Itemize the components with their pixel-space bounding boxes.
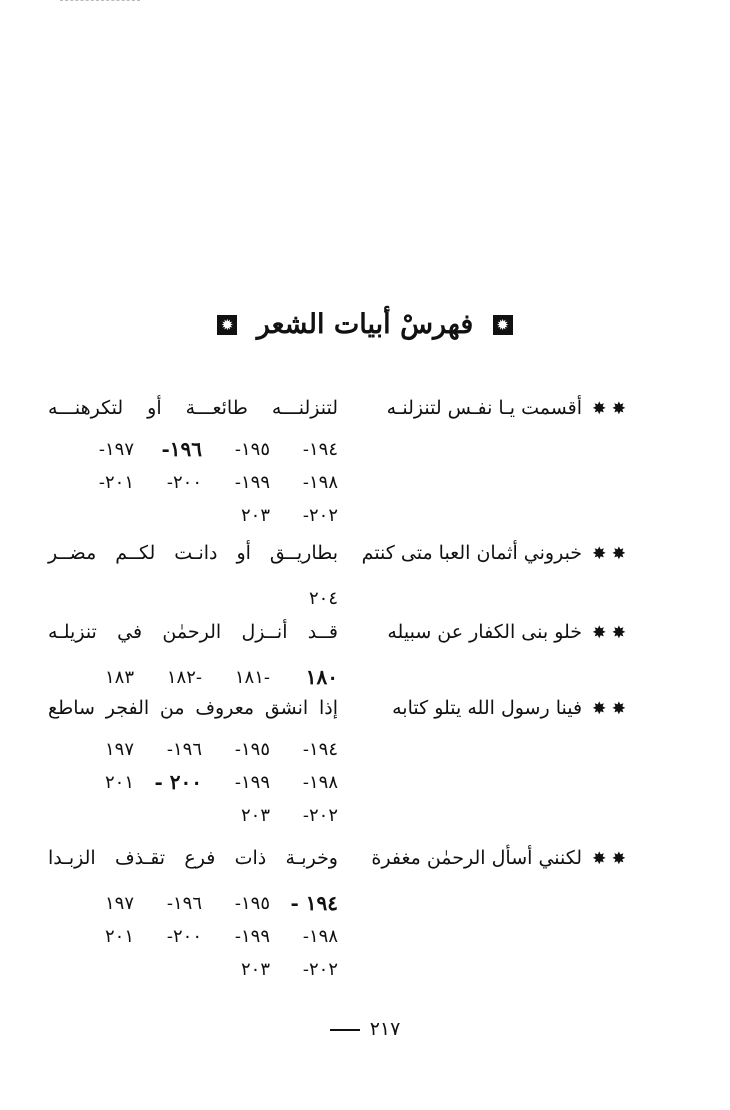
reference-row [48, 582, 338, 615]
first-hemistich-text: خبروني أثمان العبا متى كنتم [361, 542, 583, 564]
page-references [48, 661, 338, 694]
asterisk-icon: ✸ ✸ [592, 399, 626, 419]
reference-row [48, 433, 338, 466]
first-hemistich-text: أقسمت يـا نفـس لتنزلنـه [386, 397, 583, 419]
page-ref: ٢٠٢- [302, 959, 338, 980]
verse-second-hemistich: قــد أنــزل الرحمٰن في تنزيلـه [48, 621, 338, 643]
verse-first-hemistich [336, 693, 626, 724]
page-references [48, 887, 338, 986]
page-ref: ٢٠٣ [240, 959, 270, 980]
page-ref: ٢٠١- [98, 472, 134, 493]
page-ref: ٢٠٤ [308, 588, 338, 609]
page-number: ٢١٧ [369, 1018, 401, 1040]
page-ref: ١٩٨- [302, 772, 338, 793]
page-ref: ١٩٤- [302, 739, 338, 760]
asterisk-icon: ✸ ✸ [592, 849, 626, 869]
page-ref: ٢٠١ [104, 926, 134, 947]
asterisk-icon: ✸ ✸ [592, 699, 626, 719]
page-ref: ١٩٩- [234, 926, 270, 947]
first-hemistich-text: لكنني أسأل الرحمٰن مغفرة [371, 847, 583, 869]
asterisk-icon: ✸ ✸ [592, 544, 626, 564]
reference-row [48, 466, 338, 499]
page-ref: ١٨٣ [104, 667, 134, 688]
page-ref: ٢٠١ [104, 772, 134, 793]
reference-row [48, 766, 338, 799]
page-ref: ٢٠٣ [240, 805, 270, 826]
asterisk-icon: ✸ ✸ [592, 623, 626, 643]
page-ref: -١٨١ [234, 667, 270, 688]
first-hemistich-text: خلو بنى الكفار عن سبيله [387, 621, 583, 643]
verse-second-hemistich: بطاريــق أو دانـت لكــم مضــر [48, 542, 338, 564]
page-ref-bold: ١٨٠ [305, 665, 338, 689]
page-ref: ٢٠٣ [240, 505, 270, 526]
page-title [0, 308, 730, 340]
page-ref: ١٩٧ [104, 739, 134, 760]
page-ref: ١٩٦- [166, 893, 202, 914]
reference-row [48, 661, 338, 694]
page-references [48, 733, 338, 832]
verse-second-hemistich: إذا انشق معروف من الفجر ساطع [48, 697, 338, 719]
verse-first-hemistich [336, 843, 626, 874]
title-text: فهرسْ أبيات الشعر [256, 309, 474, 340]
page-ref: ١٩٩- [234, 772, 270, 793]
scan-artifact-line [60, 0, 140, 3]
page-ref: ٢٠٢- [302, 505, 338, 526]
reference-row [48, 499, 338, 532]
page-ref: ١٩٥- [234, 893, 270, 914]
page-ref: ٢٠٢- [302, 805, 338, 826]
verse-first-hemistich [336, 393, 626, 424]
first-hemistich-text: فينا رسول الله يتلو كتابه [392, 697, 583, 719]
page-ref-bold: ١٩٤ - [290, 891, 338, 915]
page-ref-bold: ١٩٦- [161, 437, 202, 461]
reference-row [48, 799, 338, 832]
page-ref: ١٩٨- [302, 926, 338, 947]
reference-row [48, 920, 338, 953]
reference-row [48, 953, 338, 986]
reference-row [48, 733, 338, 766]
page-ref: ١٩٥- [234, 439, 270, 460]
page-references [48, 433, 338, 532]
page-ref-bold: ٢٠٠ - [154, 770, 202, 794]
verse-first-hemistich [336, 617, 626, 648]
page-ref: ١٩٧- [98, 439, 134, 460]
verse-first-hemistich [336, 538, 626, 569]
footer-dash [330, 1029, 360, 1031]
page-ref: ١٩٤- [302, 439, 338, 460]
page-ref: ٢٠٠- [166, 472, 202, 493]
page-ref: ١٩٦- [166, 739, 202, 760]
page-footer [0, 1018, 730, 1040]
page-references [48, 582, 338, 615]
page-ref: ١٩٥- [234, 739, 270, 760]
ornament-square-icon [217, 315, 237, 335]
ornament-square-icon [493, 315, 513, 335]
reference-row [48, 887, 338, 920]
page-ref: -١٨٢ [166, 667, 202, 688]
page-ref: ١٩٩- [234, 472, 270, 493]
page-ref: ١٩٧ [104, 893, 134, 914]
page-ref: ١٩٨- [302, 472, 338, 493]
verse-second-hemistich: لتنزلنـــه طائعـــة أو لتكرهنـــه [48, 397, 338, 419]
verse-second-hemistich: وخربـة ذات فرع تقـذف الزبـدا [48, 847, 338, 869]
page-ref: ٢٠٠- [166, 926, 202, 947]
